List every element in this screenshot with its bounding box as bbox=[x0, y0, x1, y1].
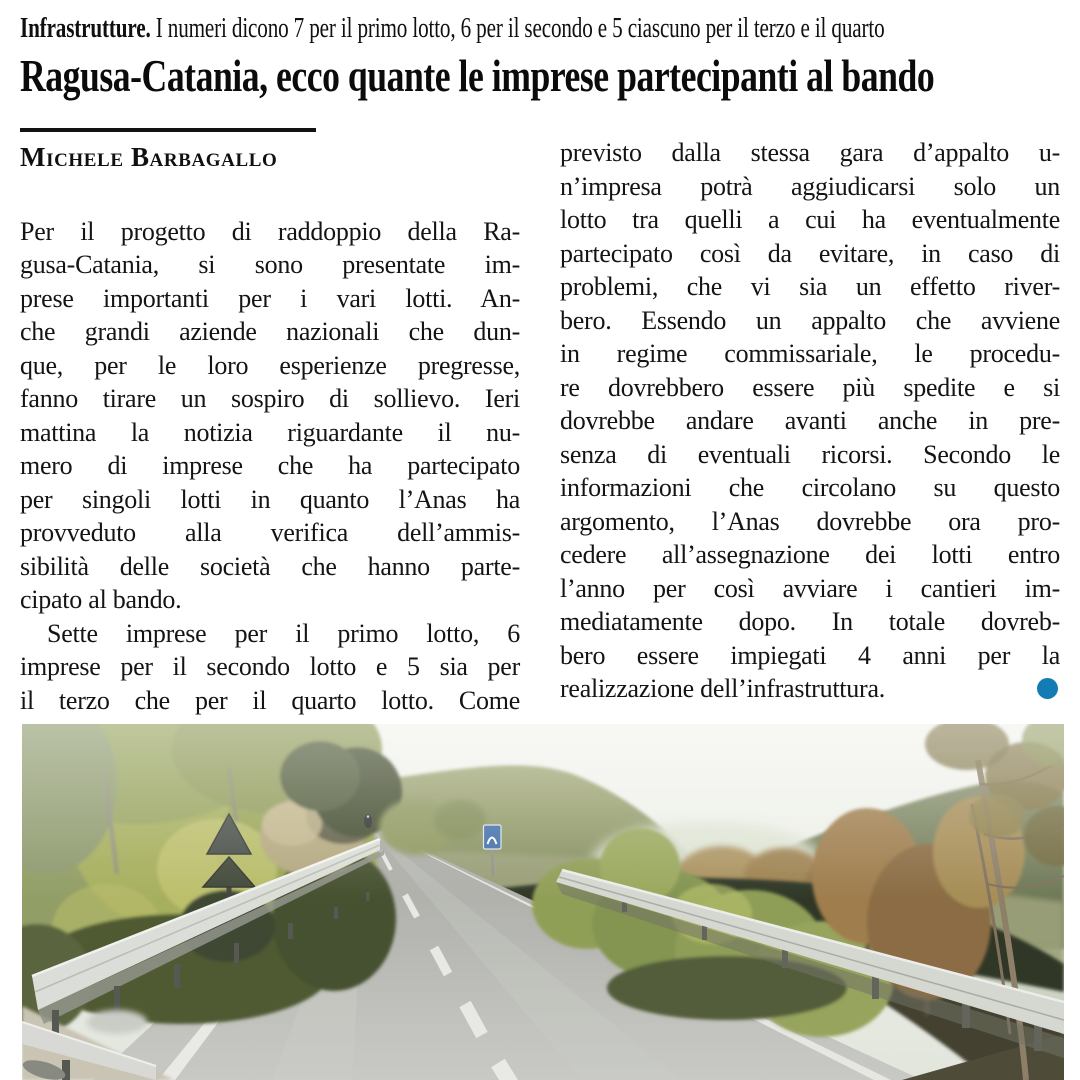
article-line bbox=[560, 404, 1060, 438]
article-line-text: lotto tra quelli a cui ha eventualmente bbox=[560, 205, 1060, 234]
article-line-text: il terzo che per il quarto lotto. Come bbox=[20, 685, 520, 715]
article-column-2 bbox=[560, 122, 1060, 717]
article-line bbox=[20, 650, 520, 684]
article-line bbox=[20, 248, 520, 282]
column-1-lines bbox=[20, 215, 520, 718]
byline-rule bbox=[20, 128, 316, 132]
article-line-text: previsto dalla stessa gara d’appalto u- bbox=[560, 138, 1060, 167]
article-line-text: provveduto alla verifica dell’ammis- bbox=[20, 518, 520, 547]
article-line-text: in regime commissariale, le procedu- bbox=[560, 339, 1060, 368]
article-line bbox=[20, 449, 520, 483]
kicker bbox=[20, 13, 1080, 45]
article-line bbox=[560, 672, 1060, 706]
article-line-text: informazioni che circolano su questo bbox=[560, 473, 1060, 502]
article-body bbox=[20, 122, 1060, 717]
article-column-1 bbox=[20, 122, 520, 717]
article-line-text: Per il progetto di raddoppio della Ra- bbox=[20, 216, 520, 246]
article-line-text: gusa-Catania, si sono presentate im- bbox=[20, 250, 520, 279]
article-line bbox=[560, 605, 1060, 639]
road-photo-illustration bbox=[22, 724, 1064, 1080]
article-line bbox=[20, 550, 520, 584]
kicker-tag: Infrastrutture. bbox=[20, 13, 151, 44]
column-2-lines bbox=[560, 136, 1060, 706]
article-line-text: mattina la notizia riguardante il nu- bbox=[20, 417, 520, 447]
article-line-text: imprese per il secondo lotto e 5 sia per bbox=[20, 652, 520, 681]
article-line-text: re dovrebbero essere più spedite e si bbox=[560, 372, 1060, 402]
article-line-text: n’impresa potrà aggiudicarsi solo un bbox=[560, 171, 1060, 201]
article-line bbox=[20, 617, 520, 651]
article-line bbox=[560, 136, 1060, 170]
article-line-text: mediatamente dopo. In totale dovreb- bbox=[560, 607, 1060, 636]
article-line-text: argomento, l’Anas dovrebbe ora pro- bbox=[560, 506, 1060, 536]
article-line bbox=[20, 215, 520, 249]
article-line bbox=[560, 304, 1060, 338]
article-line-text: fanno tirare un sospiro di sollievo. Ieri bbox=[20, 384, 520, 413]
end-of-article-dot bbox=[1037, 678, 1058, 699]
article-line bbox=[20, 416, 520, 450]
article-line bbox=[560, 538, 1060, 572]
article-line-text: per singoli lotti in quanto l’Anas ha bbox=[20, 484, 520, 514]
article-line-text: cipato al bando. bbox=[20, 585, 182, 614]
article-line bbox=[20, 583, 520, 617]
article-line bbox=[560, 237, 1060, 271]
article-line-text: prese importanti per i vari lotti. An- bbox=[20, 283, 520, 313]
byline: Michele Barbagallo bbox=[20, 142, 278, 172]
article-line bbox=[20, 315, 520, 349]
article-line bbox=[560, 170, 1060, 204]
article-line-text: cedere all’assegnazione dei lotti entro bbox=[560, 540, 1060, 569]
article-line bbox=[560, 337, 1060, 371]
article-line-text: Sette imprese per il primo lotto, 6 bbox=[47, 618, 520, 648]
article-line bbox=[20, 382, 520, 416]
article-line bbox=[560, 270, 1060, 304]
article-line bbox=[20, 516, 520, 550]
article-line-text: realizzazione dell’infrastruttura. bbox=[560, 674, 885, 703]
article-line bbox=[560, 505, 1060, 539]
article-line-text: che grandi aziende nazionali che dun- bbox=[20, 317, 520, 346]
article-line bbox=[560, 572, 1060, 606]
article-line bbox=[560, 371, 1060, 405]
kicker-text: I numeri dicono 7 per il primo lotto, 6 per il secondo e 5 ciascuno per il terzo e il quarto bbox=[155, 13, 885, 44]
article-line bbox=[20, 282, 520, 316]
article-line bbox=[20, 349, 520, 383]
article-line-text: senza di eventuali ricorsi. Secondo le bbox=[560, 439, 1060, 469]
article-line bbox=[20, 483, 520, 517]
warm-tint bbox=[22, 724, 1064, 1080]
road-photo bbox=[22, 724, 1064, 1080]
article-line bbox=[560, 639, 1060, 673]
article-line-text: l’anno per così avviare i cantieri im- bbox=[560, 573, 1060, 603]
article-line-text: bero essere impiegati 4 anni per la bbox=[560, 640, 1060, 670]
byline-block bbox=[20, 128, 520, 175]
article-line-text: dovrebbe andare avanti anche in pre- bbox=[560, 406, 1060, 435]
headline: Ragusa-Catania, ecco quante le imprese partecipanti al bando bbox=[20, 50, 935, 101]
article-line bbox=[560, 203, 1060, 237]
article-line-text: que, per le loro esperienze pregresse, bbox=[20, 350, 520, 380]
article-line bbox=[560, 471, 1060, 505]
article-line bbox=[560, 438, 1060, 472]
article-line-text: sibilità delle società che hanno parte- bbox=[20, 551, 520, 581]
article-line bbox=[20, 684, 520, 718]
article-line-text: partecipato così da evitare, in caso di bbox=[560, 238, 1060, 268]
article-line-text: mero di imprese che ha partecipato bbox=[20, 451, 520, 480]
article-line-text: problemi, che vi sia un effetto river- bbox=[560, 272, 1060, 301]
article-line-text: bero. Essendo un appalto che avviene bbox=[560, 305, 1060, 335]
